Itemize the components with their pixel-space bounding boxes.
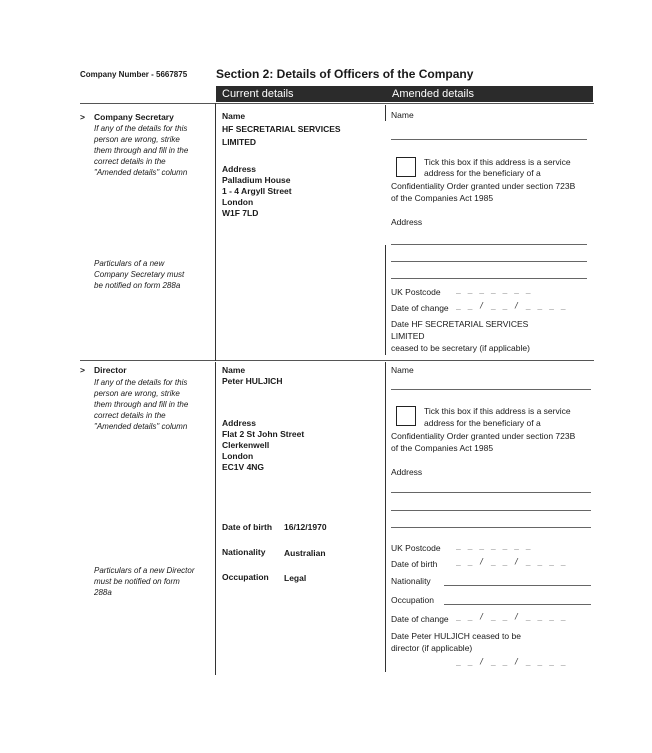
secretary-address-label: Address (222, 164, 257, 174)
director-amend-occupation-field[interactable] (444, 604, 591, 605)
director-service-address-checkbox[interactable] (396, 406, 416, 426)
director-instructions: If any of the details for this person are wrong, strike them through and fill in the correct details in the "Amended details" column (94, 378, 189, 431)
secretary-postcode-field[interactable]: _ _ _ _ _ _ _ (456, 285, 532, 294)
director-date-change-label: Date of change (391, 614, 449, 624)
secretary-amend-address-line-1[interactable] (391, 244, 587, 245)
secretary-name-value: HF SECRETARIAL SERVICES (222, 124, 341, 134)
director-notice: Particulars of a new Director must be notified on form 288a (94, 566, 195, 597)
secretary-uk-postcode-label: UK Postcode (391, 287, 441, 297)
secretary-tick-text: Tick this box if this address is a service (424, 157, 571, 167)
section-marker: > (80, 365, 85, 375)
director-amend-address-line-1[interactable] (391, 492, 591, 493)
director-amend-occupation-label: Occupation (391, 595, 434, 605)
director-amend-address-label: Address (391, 467, 423, 477)
director-amend-nationality-label: Nationality (391, 576, 431, 586)
secretary-heading: Company Secretary (94, 112, 174, 122)
column-header-amended: Amended details (392, 88, 474, 100)
director-date-change-field[interactable]: _ _ / _ _ / _ _ _ _ (456, 612, 567, 621)
director-tick-text: address for the beneficiary of a (424, 418, 541, 428)
column-divider (385, 105, 386, 121)
secretary-amend-name-label: Name (391, 110, 414, 120)
secretary-ceased-text: LIMITED (391, 331, 425, 341)
director-amend-address-line-3[interactable] (391, 527, 591, 528)
secretary-tick-text: address for the beneficiary of a (424, 168, 541, 178)
secretary-amend-address-line-3[interactable] (391, 278, 587, 279)
director-heading: Director (94, 365, 127, 375)
secretary-ceased-text: Date HF SECRETARIAL SERVICES (391, 319, 529, 329)
row-divider-middle (80, 360, 594, 361)
section-marker: > (80, 112, 85, 122)
secretary-date-change-field[interactable]: _ _ / _ _ / _ _ _ _ (456, 301, 567, 310)
secretary-address: Palladium House 1 - 4 Argyll Street London W1F 7LD (222, 175, 292, 218)
director-amend-name-field[interactable] (391, 389, 591, 390)
secretary-name-label: Name (222, 111, 246, 121)
column-divider (385, 362, 386, 672)
director-tick-text: Confidentiality Order granted under section 723B (391, 431, 576, 441)
director-tick-text: Tick this box if this address is a service (424, 406, 571, 416)
secretary-amend-address-line-2[interactable] (391, 261, 587, 262)
secretary-tick-text: of the Companies Act 1985 (391, 193, 494, 203)
director-tick-text: of the Companies Act 1985 (391, 443, 494, 453)
secretary-name-value: LIMITED (222, 137, 256, 147)
section-title: Section 2: Details of Officers of the Company (216, 67, 474, 81)
director-dob-value: 16/12/1970 (284, 522, 327, 532)
column-header-current: Current details (222, 88, 294, 100)
director-name-label: Name (222, 365, 246, 375)
column-divider (385, 245, 386, 355)
director-address-label: Address (222, 418, 257, 428)
director-ceased-date-field[interactable]: _ _ / _ _ / _ _ _ _ (456, 657, 567, 666)
secretary-date-change-label: Date of change (391, 303, 449, 313)
secretary-notice: Particulars of a new Company Secretary must be notified on form 288a (94, 259, 185, 290)
director-nationality-label: Nationality (222, 547, 266, 557)
director-amend-name-label: Name (391, 365, 414, 375)
director-dob-label: Date of birth (222, 522, 273, 532)
director-address: Flat 2 St John Street Clerkenwell London EC1V 4NG (222, 429, 305, 472)
row-divider-top (80, 103, 594, 104)
secretary-amend-name-field[interactable] (391, 139, 587, 140)
column-divider (215, 103, 216, 361)
secretary-amend-address-label: Address (391, 217, 423, 227)
director-ceased-text: Date Peter HULJICH ceased to be (391, 631, 521, 641)
secretary-ceased-text: ceased to be secretary (if applicable) (391, 343, 530, 353)
director-postcode-field[interactable]: _ _ _ _ _ _ _ (456, 541, 532, 550)
secretary-service-address-checkbox[interactable] (396, 157, 416, 177)
secretary-tick-text: Confidentiality Order granted under section 723B (391, 181, 576, 191)
secretary-instructions: If any of the details for this person are wrong, strike them through and fill in the correct details in the "Amended details" column (94, 124, 189, 177)
director-occupation-label: Occupation (222, 572, 269, 582)
director-amend-address-line-2[interactable] (391, 510, 591, 511)
director-nationality-value: Australian (284, 548, 326, 558)
company-number: Company Number - 5667875 (80, 70, 188, 79)
director-name-value: Peter HULJICH (222, 376, 283, 386)
director-amend-dob-label: Date of birth (391, 559, 438, 569)
director-amend-nationality-field[interactable] (444, 585, 591, 586)
director-ceased-text: director (if applicable) (391, 643, 473, 653)
column-divider (215, 362, 216, 675)
director-uk-postcode-label: UK Postcode (391, 543, 441, 553)
director-amend-dob-field[interactable]: _ _ / _ _ / _ _ _ _ (456, 557, 567, 566)
director-occupation-value: Legal (284, 573, 307, 583)
